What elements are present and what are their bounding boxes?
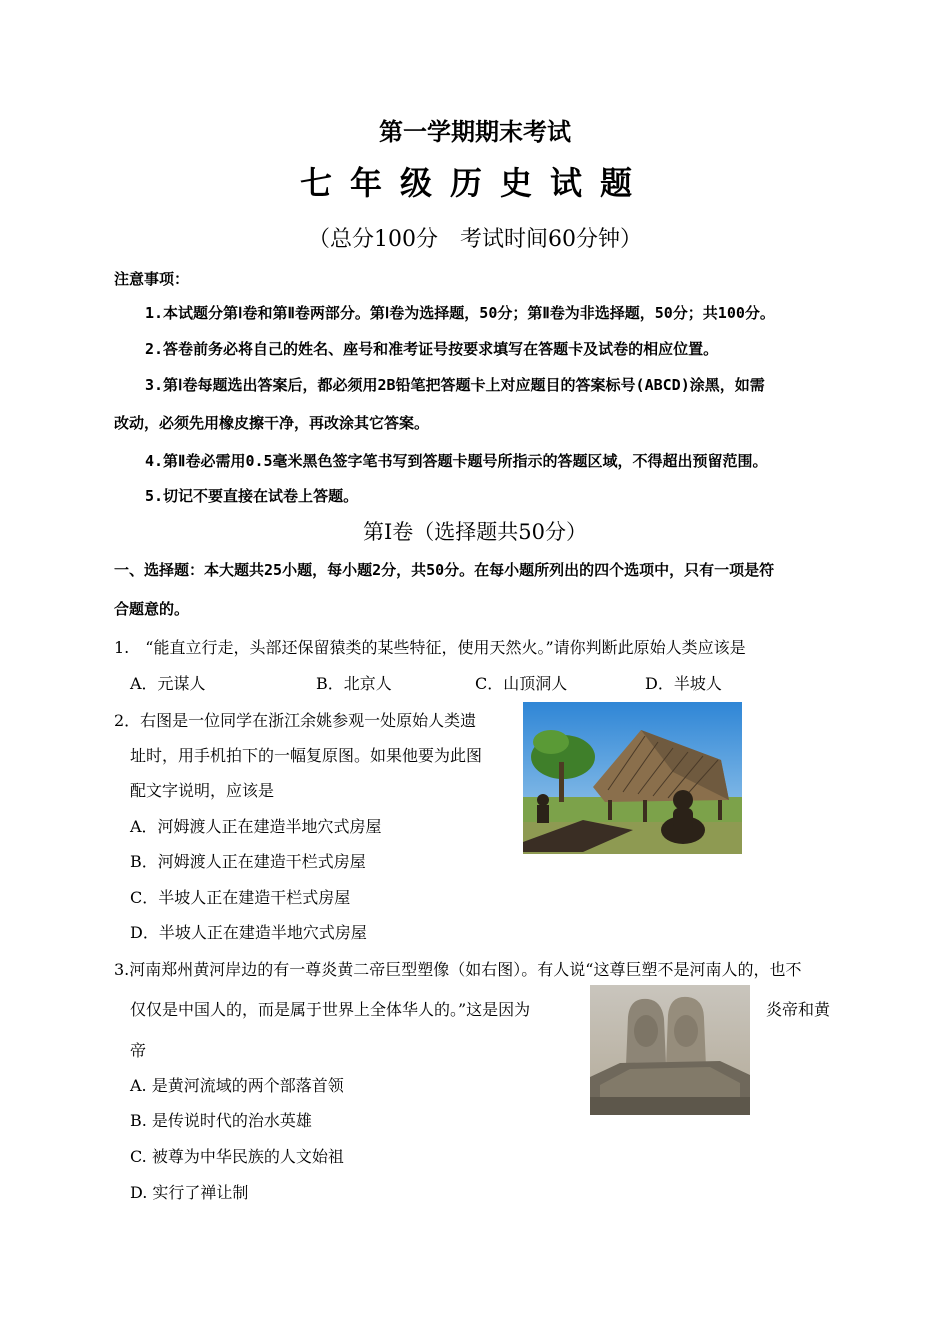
note-item: 3.第Ⅰ卷每题选出答案后，都必须用2B铅笔把答题卡上对应题目的答案标号(ABCD)涂黑，如需 bbox=[145, 376, 765, 394]
question-2-option: A．河姆渡人正在建造半地穴式房屋 bbox=[130, 817, 382, 836]
exam-name: 第一学期期末考试 bbox=[379, 117, 571, 146]
exam-meta: （总分100分 考试时间60分钟） bbox=[308, 227, 642, 252]
question-1-option: C．山顶洞人 bbox=[475, 674, 568, 693]
question-2-option: D．半坡人正在建造半地穴式房屋 bbox=[130, 923, 367, 942]
question-1-option: A．元谋人 bbox=[130, 674, 206, 693]
section-heading: 第Ⅰ卷（选择题共50分） bbox=[362, 520, 588, 544]
question-3-option: D. 实行了禅让制 bbox=[130, 1183, 249, 1202]
question-2-stem: 2．右图是一位同学在浙江余姚参观一处原始人类遗 bbox=[114, 711, 477, 730]
question-2-stem: 配文字说明，应该是 bbox=[130, 781, 275, 800]
note-item: 5.切记不要直接在试卷上答题。 bbox=[145, 487, 359, 505]
question-1-option: D．半坡人 bbox=[645, 674, 722, 693]
note-item: 2.答卷前务必将自己的姓名、座号和准考证号按要求填写在答题卡及试卷的相应位置。 bbox=[145, 340, 719, 358]
question-3-stem: 炎帝和黄 bbox=[766, 1000, 831, 1019]
question-3-stem: 3.河南郑州黄河岸边的有一尊炎黄二帝巨型塑像（如右图）。有人说“这尊巨塑不是河南人的，也不 bbox=[114, 960, 802, 979]
section-instructions: 一、选择题：本大题共25小题，每小题2分，共50分。在每小题所列出的四个选项中，只有一项是符 bbox=[114, 561, 775, 579]
question-2-stem: 址时，用手机拍下的一幅复原图。如果他要为此图 bbox=[130, 746, 483, 765]
question-3-option: C. 被尊为中华民族的人文始祖 bbox=[130, 1147, 344, 1166]
yan-huang-statue-photo bbox=[590, 985, 750, 1115]
question-3-option: A. 是黄河流域的两个部落首领 bbox=[130, 1076, 344, 1095]
question-1-stem: 1. “能直立行走，头部还保留猿类的某些特征，使用天然火。”请你判断此原始人类应该是 bbox=[114, 638, 746, 657]
question-3-stem: 帝 bbox=[130, 1041, 147, 1060]
note-item: 改动，必须先用橡皮擦干净，再改涂其它答案。 bbox=[114, 414, 430, 432]
question-3-option: B. 是传说时代的治水英雄 bbox=[130, 1111, 312, 1130]
question-3-stem: 仅仅是中国人的，而是属于世界上全体华人的。”这是因为 bbox=[130, 1000, 531, 1019]
section-instructions: 合题意的。 bbox=[114, 600, 190, 618]
question-1-option: B．北京人 bbox=[316, 674, 392, 693]
question-2-option: B．河姆渡人正在建造干栏式房屋 bbox=[130, 852, 366, 871]
note-item: 1.本试题分第Ⅰ卷和第Ⅱ卷两部分。第Ⅰ卷为选择题，50分；第Ⅱ卷为非选择题，50分；共100分。 bbox=[145, 304, 775, 322]
notes-heading: 注意事项： bbox=[114, 270, 190, 288]
question-2-option: C．半坡人正在建造干栏式房屋 bbox=[130, 888, 351, 907]
note-item: 4.第Ⅱ卷必需用0.5毫米黑色签字笔书写到答题卡题号所指示的答题区域，不得超出预留范围。 bbox=[145, 452, 768, 470]
hemudu-house-photo bbox=[523, 702, 742, 854]
paper-title: 七年级历史试题 bbox=[299, 164, 650, 202]
